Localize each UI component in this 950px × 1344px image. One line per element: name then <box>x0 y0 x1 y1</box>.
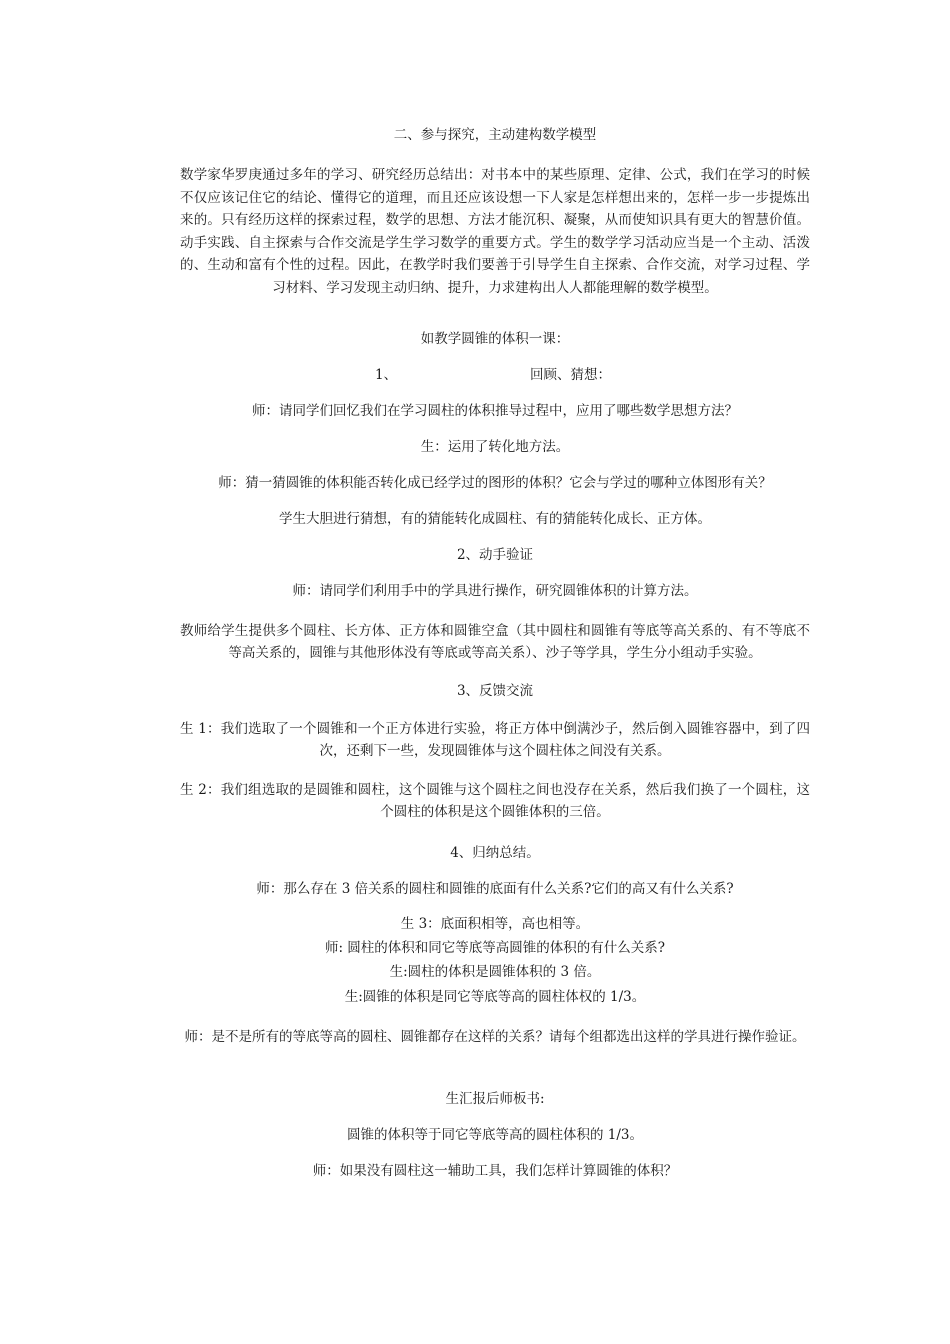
step-1-heading <box>0 364 950 386</box>
student-answer-4: 生:圆柱的体积是圆锥体积的 3 倍。 <box>389 964 601 980</box>
teacher-question-1: 师：请同学们回忆我们在学习圆柱的体积推导过程中，应用了哪些数学思想方法？ <box>252 403 738 419</box>
step-4-heading: 4、归纳总结。 <box>450 845 540 861</box>
step-1-number: 1、 <box>375 367 398 383</box>
step-1-title: 回顾、猜想： <box>530 367 611 383</box>
board-conclusion: 圆锥的体积等于同它等底等高的圆柱体积的 1/3。 <box>346 1127 644 1143</box>
student-answer-5: 生:圆锥的体积是同它等底等高的圆柱体权的 1/3。 <box>344 989 646 1005</box>
step-2-heading: 2、动手验证 <box>456 547 534 563</box>
section-heading: 二、参与探究，主动建构数学模型 <box>393 127 597 143</box>
student-answer-3: 生 3：底面积相等，高也相等。 <box>400 916 590 932</box>
teacher-question-2: 师：猜一猜圆锥的体积能否转化成已经学过的图形的体积？它会与学过的哪种立体图形有关？ <box>218 475 772 491</box>
student-guess: 学生大胆进行猜想，有的猜能转化成圆柱、有的猜能转化成长、正方体。 <box>279 511 711 527</box>
step-3-heading: 3、反馈交流 <box>456 683 534 699</box>
teacher-question-5: 师：是不是所有的等底等高的圆柱、圆锥都存在这样的关系？请每个组都选出这样的学具进行操作验证。 <box>184 1029 806 1045</box>
student-report-1: 生 1：我们选取了一个圆锥和一个正方体进行实验，将正方体中倒满沙子，然后倒入圆锥容器中，到了四次，还剩下一些，发现圆锥体与这个圆柱体之间没有关系。 <box>180 721 810 759</box>
example-intro: 如教学圆锥的体积一课： <box>420 331 570 347</box>
student-answer-1: 生：运用了转化地方法。 <box>420 439 570 455</box>
materials-paragraph: 教师给学生提供多个圆柱、长方体、正方体和圆锥空盒（其中圆柱和圆锥有等底等高关系的、有不等底不等高关系的，圆锥与其他形体没有等底或等高关系）、沙子等学具，学生分小组动手实验。 <box>180 623 810 661</box>
student-report-2: 生 2：我们组选取的是圆锥和圆柱，这个圆锥与这个圆柱之间也没存在关系，然后我们换了一个圆柱，这个圆柱的体积是这个圆锥体积的三倍。 <box>180 782 810 820</box>
report-note: 生汇报后师板书: <box>445 1091 545 1107</box>
teacher-instruction: 师：请同学们利用手中的学具进行操作，研究圆锥体积的计算方法。 <box>292 583 698 599</box>
intro-paragraph: 数学家华罗庚通过多年的学习、研究经历总结出：对书本中的某些原理、定律、公式，我们在学习的时候不仅应该记住它的结论、懂得它的道理，而且还应该设想一下人家是怎样想出来的，怎样一步一步提炼出来的。只有经历这样的探索过程，数学的思想、方法才能沉积、凝聚，从而使知识具有更大的智慧价值。动手实践、自主探索与合作交流是学生学习数学的重要方式。学生的数学学习活动应当是一个主动、活泼的、生动和富有个性的过程。因此，在教学时我们要善于引导学生自主探索、合作交流，对学习过程、学习材料、学习发现主动归纳、提升，力求建构出人人都能理解的数学模型。 <box>180 167 810 296</box>
teacher-question-6: 师：如果没有圆柱这一辅助工具，我们怎样计算圆锥的体积？ <box>312 1163 678 1179</box>
teacher-question-3: 师：那么存在 3 倍关系的圆柱和圆锥的底面有什么关系?它们的高又有什么关系? <box>256 881 734 897</box>
teacher-question-4: 师: 圆柱的体积和同它等底等高圆锥的体积的有什么关系? <box>324 940 666 956</box>
